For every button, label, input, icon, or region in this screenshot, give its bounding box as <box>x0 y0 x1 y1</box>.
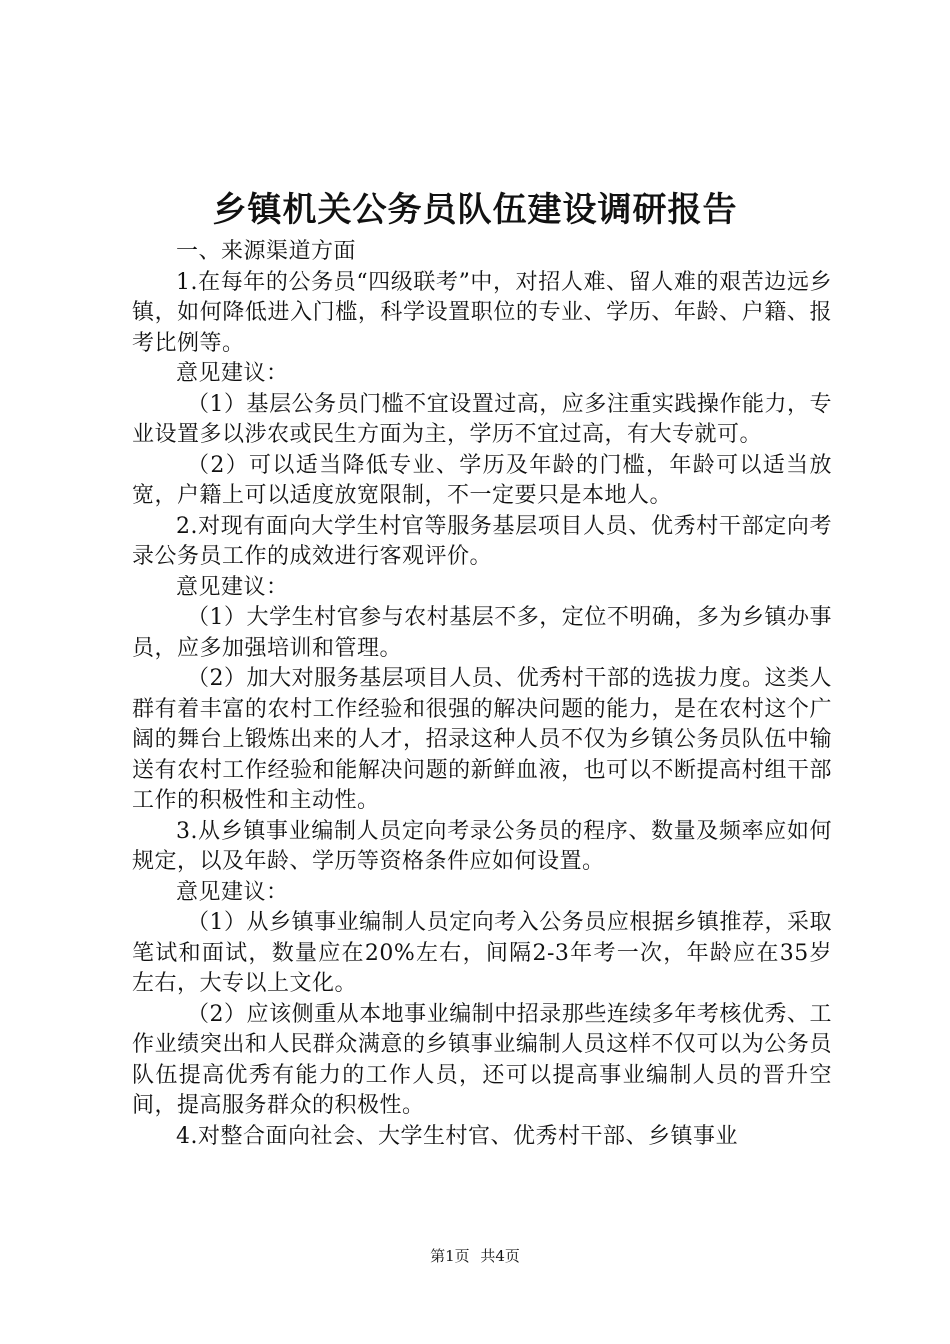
suggestion-paragraph: （2）应该侧重从本地事业编制中招录那些连续多年考核优秀、工作业绩突出和人民群众满意的乡镇事业编制人员这样不仅可以为公务员队伍提高优秀有能力的工作人员，还可以提高事业编制人员的晋升空间，提高服务群众的积极性。 <box>132 1001 832 1118</box>
question-paragraph: 3.从乡镇事业编制人员定向考录公务员的程序、数量及频率应如何规定，以及年龄、学历等资格条件应如何设置。 <box>132 818 832 874</box>
question-paragraph: 4.对整合面向社会、大学生村官、优秀村干部、乡镇事业 <box>176 1123 738 1149</box>
suggestion-paragraph: （2）加大对服务基层项目人员、优秀村干部的选拔力度。这类人群有着丰富的农村工作经验和很强的解决问题的能力，是在农村这个广阔的舞台上锻炼出来的人才，招录这种人员不仅为乡镇公务员队伍中输送有农村工作经验和能解决问题的新鲜血液，也可以不断提高村组干部工作的积极性和主动性。 <box>132 666 832 813</box>
document-body <box>132 237 832 1152</box>
suggestion-paragraph: （1）从乡镇事业编制人员定向考入公务员应根据乡镇推荐，采取笔试和面试，数量应在20%左右，间隔2-3年考一次，年龄应在35岁左右，大专以上文化。 <box>132 910 832 996</box>
suggestion-heading: 意见建议： <box>176 879 289 905</box>
suggestion-paragraph: （1）基层公务员门槛不宜设置过高，应多注重实践操作能力，专业设置多以涉农或民生方面为主，学历不宜过高，有大专就可。 <box>132 391 832 447</box>
suggestion-paragraph: （1）大学生村官参与农村基层不多，定位不明确，多为乡镇办事员，应多加强培训和管理。 <box>132 605 832 661</box>
suggestion-heading: 意见建议： <box>176 574 289 600</box>
section-heading: 一、来源渠道方面 <box>176 239 357 264</box>
suggestion-heading: 意见建议： <box>176 361 289 386</box>
page-number: 第1页 <box>430 1247 470 1265</box>
question-paragraph: 1.在每年的公务员“四级联考”中，对招人难、留人难的艰苦边远乡镇，如何降低进入门槛，科学设置职位的专业、学历、年龄、户籍、报考比例等。 <box>132 269 832 356</box>
question-paragraph: 2.对现有面向大学生村官等服务基层项目人员、优秀村干部定向考录公务员工作的成效进行客观评价。 <box>132 513 832 569</box>
document-title: 乡镇机关公务员队伍建设调研报告 <box>212 190 738 230</box>
total-pages: 共4页 <box>480 1247 520 1265</box>
suggestion-paragraph: （2）可以适当降低专业、学历及年龄的门槛，年龄可以适当放宽，户籍上可以适度放宽限制，不一定要只是本地人。 <box>132 452 832 508</box>
page-footer <box>0 1246 950 1266</box>
